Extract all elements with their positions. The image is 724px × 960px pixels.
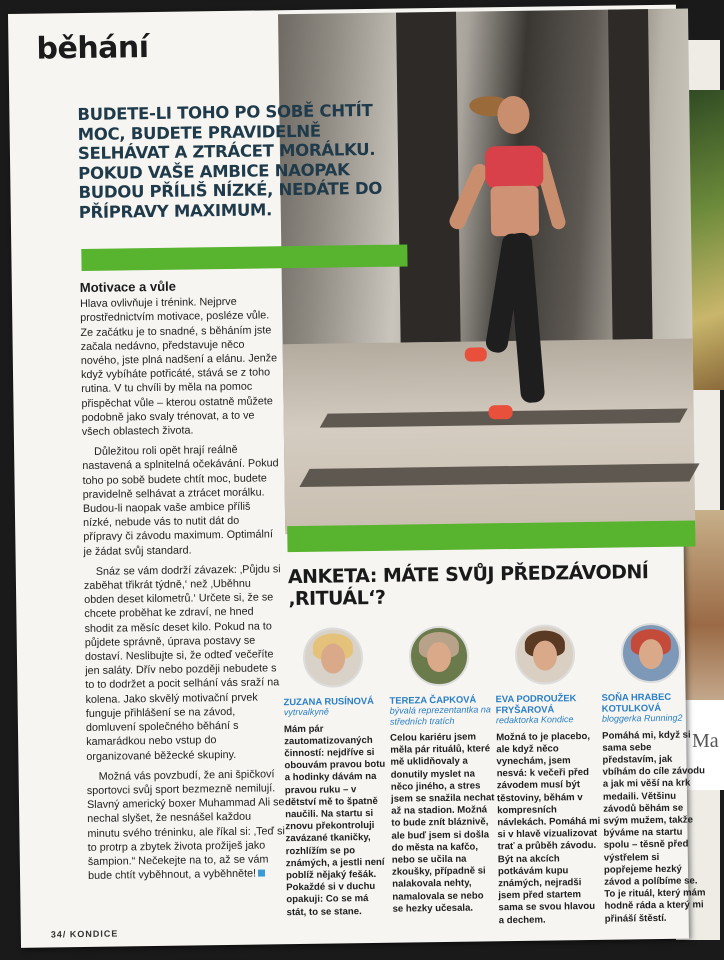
photo-pillar [608,9,653,340]
avatar [621,623,682,684]
avatar-face [427,642,451,672]
avatar-face [533,640,557,670]
lead-text: BUDETE-LI TOHO PO SOBĚ CHTÍT MOC, BUDETE PRAVIDELNĚ SELHÁVAT A ZTRÁCET MORÁLKU. POKUD VAŠE AMBICE NAOPAK BUDOU PŘÍLIŠ NÍZKÉ, NEDÁTE DO PŘÍPRAVY MAXIMUM. [77,100,383,222]
section-title: běhání [36,30,149,67]
runner-shoe [465,347,487,361]
runner-photo [278,9,695,531]
page-footer: 34/ KONDICE [50,928,119,940]
survey-person [283,627,391,919]
magazine-page [8,5,706,948]
person-role: bloggerka Running2 [601,712,683,724]
runner-head [497,96,530,134]
runner-torso [490,186,539,237]
article-column [80,278,286,889]
survey-person [495,624,603,927]
person-quote: Mám pár zautomatizovaných činností: nejdříve si obouvám pravou botu a hodinky dávám na pravou ruku – v dětství mě to špatně naučili. Na startu si znovu překontroluji zavázané tkaničky, rozhlížím se po známých, a jestli není poblíž nějaký fešák. Pokaždé si v duchu opakuji: Co se má stát, to se stane. [283,723,386,918]
article-paragraph-text: Možná vás povzbudí, že ani špičkoví sportovci svůj sport bezmezně nemilují. Slavný americký boxer Muhammad Ali se nechal slyšet, že nesnášel každou minutu svého tréninku, ale říkal si: ‚Teď si to protrp a zbytek života prožiješ jako šampion.“ Nečekejte na to, až se vám bude chtít vyběhnout, a vyběhněte! [86,768,285,883]
green-divider [81,244,407,271]
runner-shoe [489,405,513,419]
person-name: SOŇA HRABEC KOTULKOVÁ [601,690,672,714]
person-role: vytrvalkyně [283,706,329,718]
anketa-title: ANKETA: MÁTE SVŮJ PŘEDZÁVODNÍ ‚RITUÁL‘? [287,561,649,611]
next-page-text: Ma [692,730,719,752]
person-quote: Celou kariéru jsem měla pár rituálů, které mě uklidňovaly a donutily myslet na něco jiného, a stres jsem se snažila nechat až na stadion. Možná to bude znít bláznivě, ale buď jsem si došla do města na kafčo, nebo se učila na zkoušky, případně si nalakovala nehty, namalovala se nebo se hezky učesala. [390,731,495,915]
person-role: redaktorka Kondice [495,714,574,726]
survey-person [389,625,497,915]
article-paragraph: Snáz se vám dodrží závazek: ‚Půjdu si zaběhat třikrát týdně,‘ než ‚Uběhnu obden deset kilometrů.‘ Určete si, že se chcete proběhat ke zdraví, ne hned shodit za měsíc deset kilo. Pokud na to půjdete správně, úprava postavy se dostaví. Neslibujte si, že odteď večeříte jen saláty. Dřív nebo později nebudete s to to dodržet a pocit selhání vás sraží na kolena. Jako skvělý motivační prvek funguje přihlášení se na závod, domluvení společného běhání s kamarádkou nebo vstup do organizované běžecké skupiny. [83,563,281,763]
avatar [303,627,364,688]
photo-floor [283,338,696,534]
article-heading: Motivace a vůle [79,278,177,296]
green-divider [287,520,695,552]
avatar-face [639,639,663,669]
survey-person [601,622,709,925]
person-name: ZUZANA RUSÍNOVÁ [283,694,374,708]
person-quote: Pomáhá mi, když si sama sebe představím, jak vbíhám do cíle závodu a jak mi věší na krk medaili. Většinu závodů běhám se svým mužem, takže býváme na startu spolu – těsně před výstřelem si popřejeme hezký závod a políbíme se. To je rituál, který mám hodně ráda a který mi přináší štěstí. [602,729,706,925]
article-paragraph [87,767,287,883]
person-name: TEREZA ČAPKOVÁ [389,693,477,706]
runner-top [485,146,544,189]
avatar-face [321,643,345,673]
end-mark [258,870,265,877]
person-quote: Možná to je placebo, ale když něco vynechám, jsem nesvá: k večeři před závodem musí být těstoviny, běhám v kompresních návlekách. Pomáhá mi si v hlavě vizualizovat trať a průběh závodu. Být na akcích potkávám kupu známých, nejradši jsem před startem sama se svou hlavou a dechem. [496,730,601,926]
article-paragraph: Důležitou roli opět hrají reálně nastavená a splnitelná očekávání. Pokud toho po sobě budete chtít moc, budete pravidelně selhávat a ztrácet morálku. Budou-li naopak vaše ambice příliš nízké, nebude vás to nutit dát do přípravy či závodu maximum. Optimální je žádat svůj standard. [82,444,279,558]
article-paragraph: Hlava ovlivňuje i trénink. Nejprve prostřednictvím motivace, posléze vůle. Ze začátku je to snadné, s běháním jste začala nedávno, představuje něco nového, jste plná nadšení a elánu. Jenže když vybíháte potřicáté, stává se z toho rutina. V tu chvíli by měla na pomoc přispěchat vůle – kterou ostatně můžete podobně jako svaly trénovat, a to ve všech oblastech života. [79,296,278,439]
person-role: bývalá reprezentantka na středních tratích [389,704,491,727]
person-name: EVA PODROUŽEK FRYŠAROVÁ [495,692,577,716]
avatar [409,626,470,687]
avatar [515,624,576,685]
